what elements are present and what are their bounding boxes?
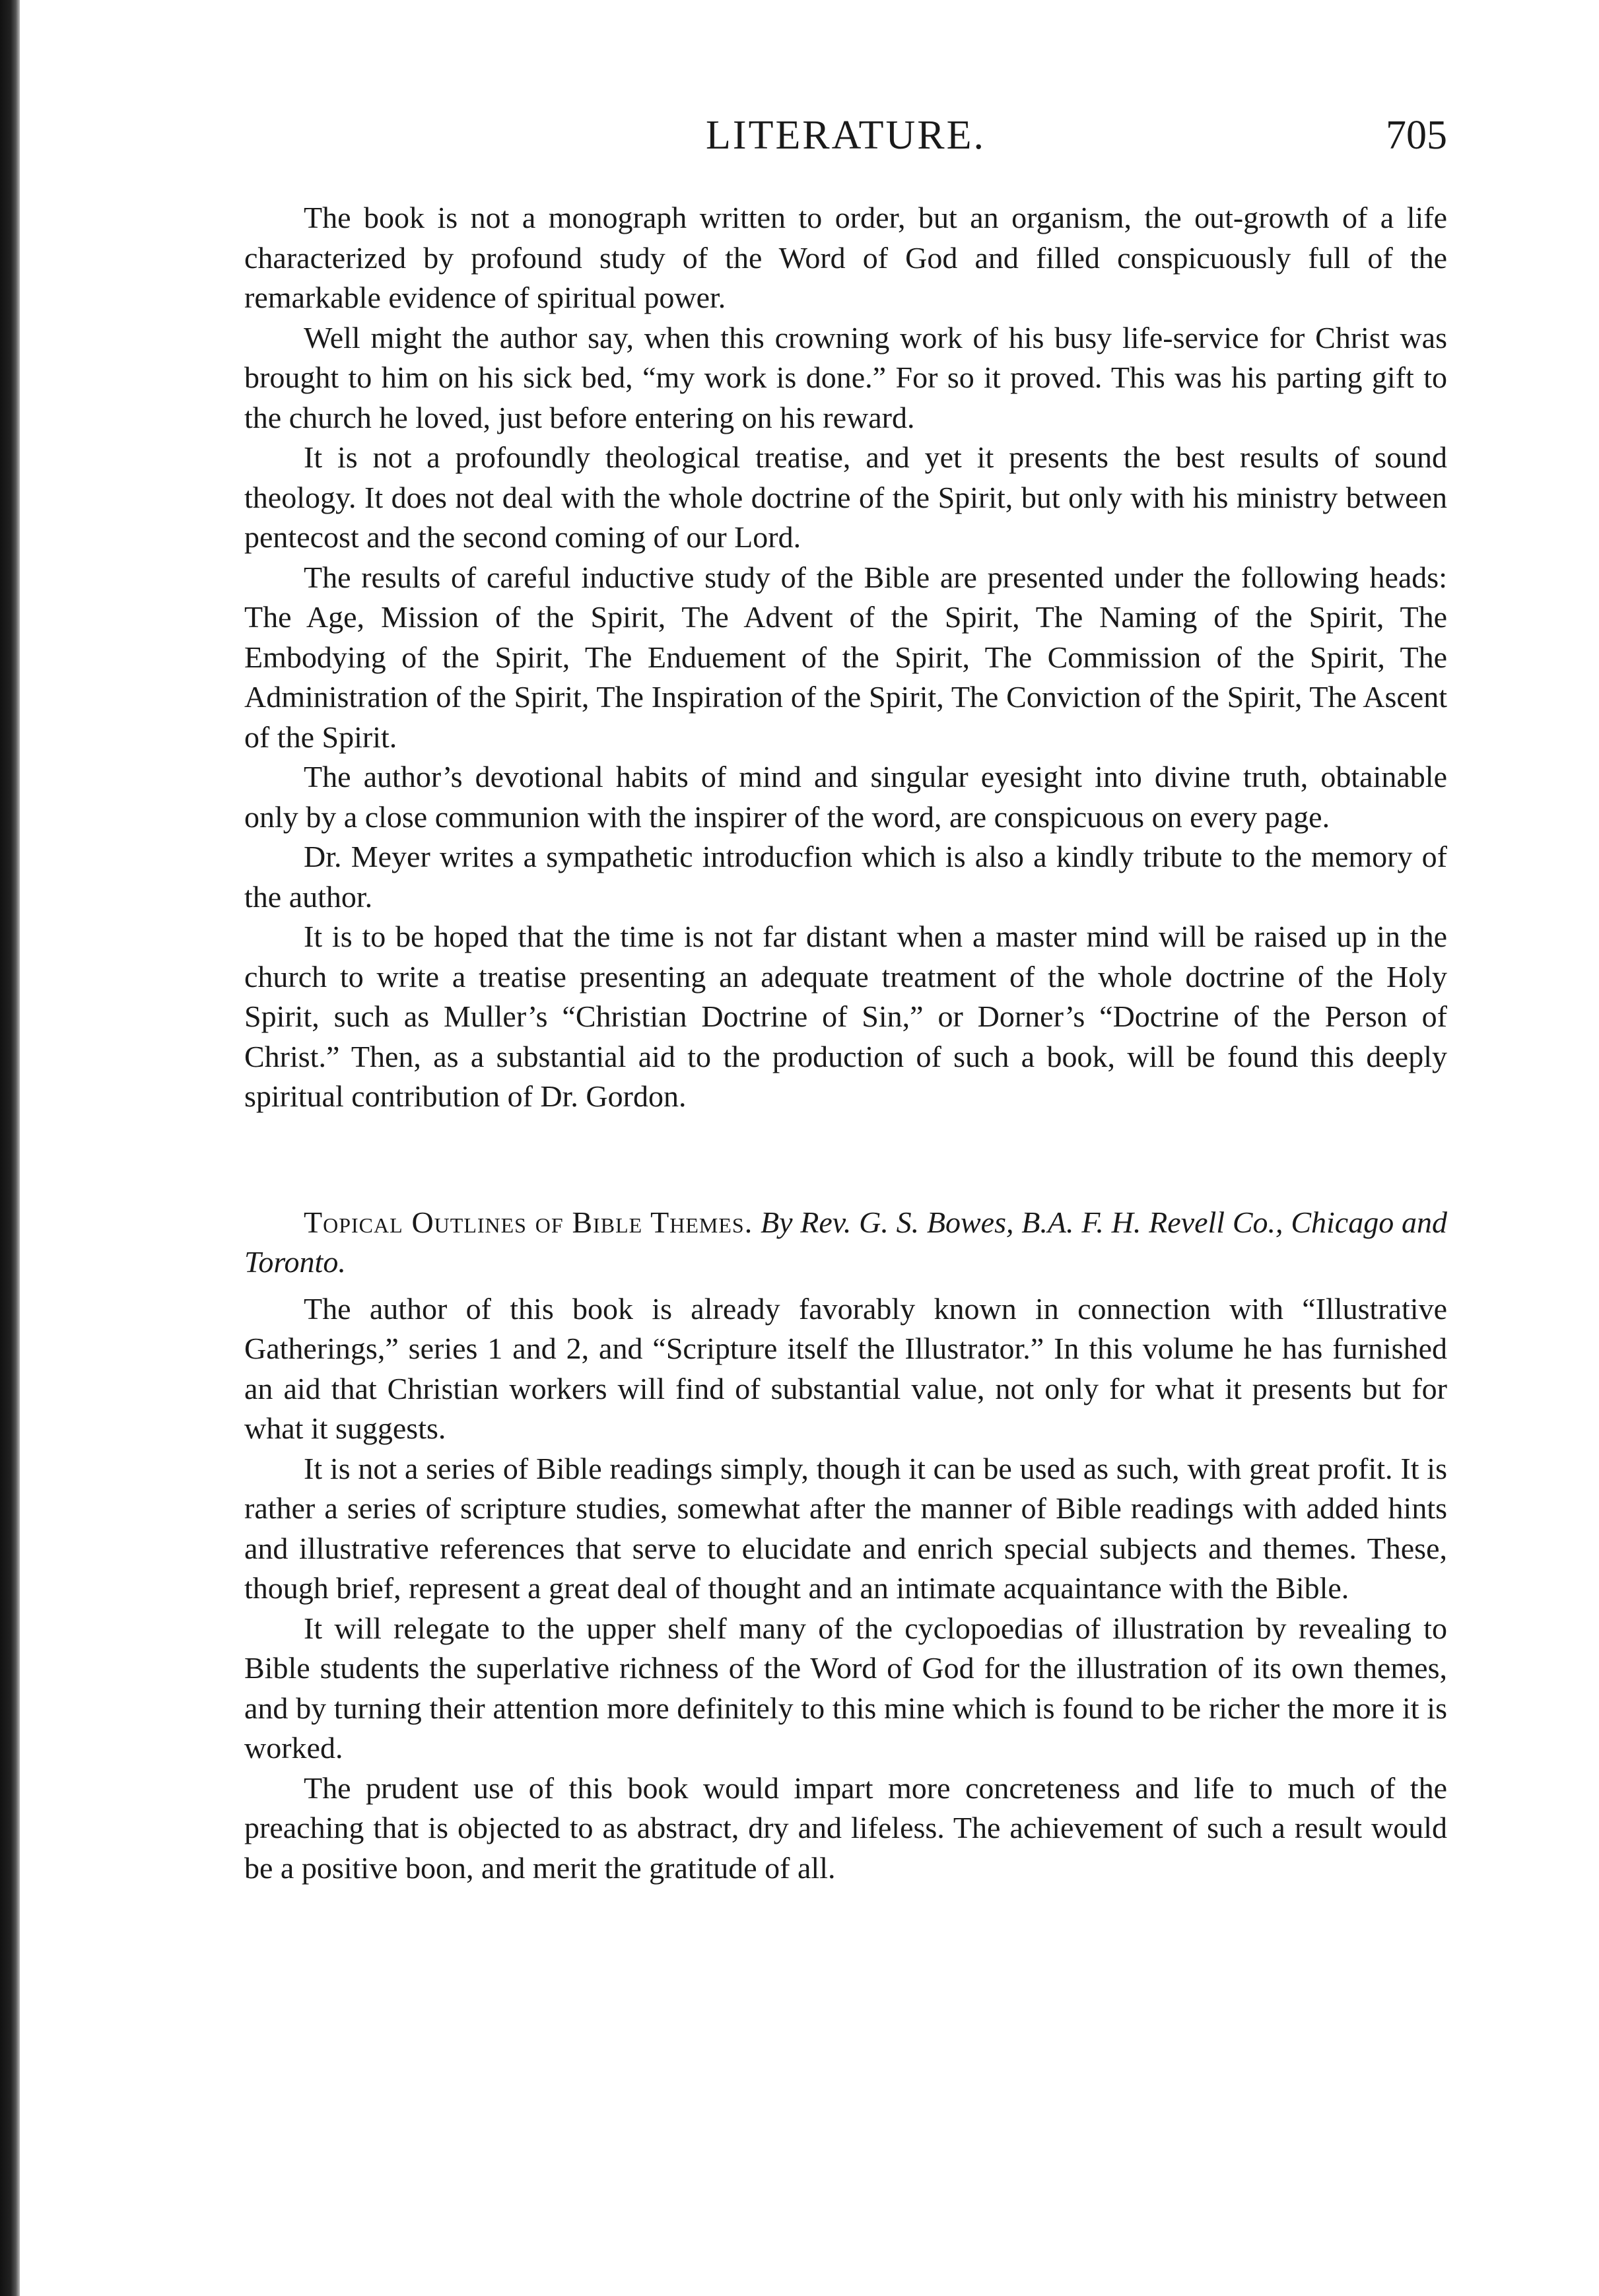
paragraph: The prudent use of this book would impart more concreteness and life to much of the preaching that is objected to as abstract, dry and lifeless. The achievement of such a result would be a positive boon, and merit the gratitude of all. bbox=[244, 1771, 1447, 1885]
paragraph: The book is not a monograph written to order, but an organism, the out-growth of a life characterized by profound study of the Word of God and filled conspicuously full of the remarkable evidence of spiritual power. bbox=[244, 201, 1447, 314]
paragraph: It is not a series of Bible readings simply, though it can be used as such, with great profit. It is rather a series of scripture studies, somewhat after the manner of Bible readings with added hints and illustrative references that serve to elucidate and enrich special subjects and themes. These, though brief, represent a great deal of thought and an intimate acquaintance with the Bible. bbox=[244, 1451, 1447, 1605]
binding-edge bbox=[0, 0, 20, 2296]
paragraph: The results of careful inductive study of the Bible are presented under the following heads: The Age, Mission of the Spirit, The Advent of the Spirit, The Naming of the Spirit, The Embodying of the Spirit, The Enduement of the Spirit, The Commission of the Spirit, The Administration of the Spirit, The Inspiration of the Spirit, The Conviction of the Spirit, The Ascent of the Spirit. bbox=[244, 560, 1447, 754]
paragraph: The author’s devotional habits of mind and singular eyesight into divine truth, obtainable only by a close communion with the inspirer of the word, are conspicuous on every page. bbox=[244, 760, 1447, 834]
paragraph: Well might the author say, when this crowning work of his busy life-service for Christ was brought to him on his sick bed, “my work is done.” For so it proved. This was his parting gift to the church he loved, just before entering on his reward. bbox=[244, 320, 1447, 434]
paragraph: Dr. Meyer writes a sympathetic introducfion which is also a kindly tribute to the memory of the author. bbox=[244, 840, 1447, 914]
running-head: LITERATURE. bbox=[706, 113, 986, 158]
paragraph: It is not a profoundly theological treatise, and yet it presents the best results of sound theology. It does not deal with the whole doctrine of the Spirit, but only with his ministry between pentecost and the second coming of our Lord. bbox=[244, 440, 1447, 554]
book-title: Topical Outlines of Bible Themes. bbox=[304, 1205, 753, 1239]
review-topical-outlines bbox=[244, 1203, 1447, 1889]
page bbox=[244, 106, 1447, 1888]
review-gordon-book bbox=[244, 198, 1447, 1117]
section-gap bbox=[244, 1117, 1447, 1190]
book-heading bbox=[244, 1203, 1447, 1283]
book-byline: By Rev. G. S. Bowes, B.A. F. H. Revell Co., Chicago and Toronto. bbox=[244, 1205, 1447, 1279]
page-header bbox=[244, 106, 1447, 185]
page-number: 705 bbox=[1386, 113, 1447, 158]
paragraph: It will relegate to the upper shelf many of the cyclopoedias of illustration by revealing to Bible students the superlative richness of the Word of God for the illustration of its own themes, and by turning their attention more definitely to this mine which is found to be richer the more it is worked. bbox=[244, 1611, 1447, 1765]
paragraph: The author of this book is already favorably known in connection with “Illustrative Gatherings,” series 1 and 2, and “Scripture itself the Illustrator.” In this volume he has furnished an aid that Christian workers will find of substantial value, not only for what it presents but for what it suggests. bbox=[244, 1291, 1447, 1445]
paragraph: It is to be hoped that the time is not far distant when a master mind will be raised up in the church to write a treatise presenting an adequate treatment of the whole doctrine of the Holy Spirit, such as Muller’s “Christian Doctrine of Sin,” or Dorner’s “Doctrine of the Person of Christ.” Then, as a substantial aid to the production of such a book, will be found this deeply spiritual contribution of Dr. Gordon. bbox=[244, 920, 1447, 1113]
